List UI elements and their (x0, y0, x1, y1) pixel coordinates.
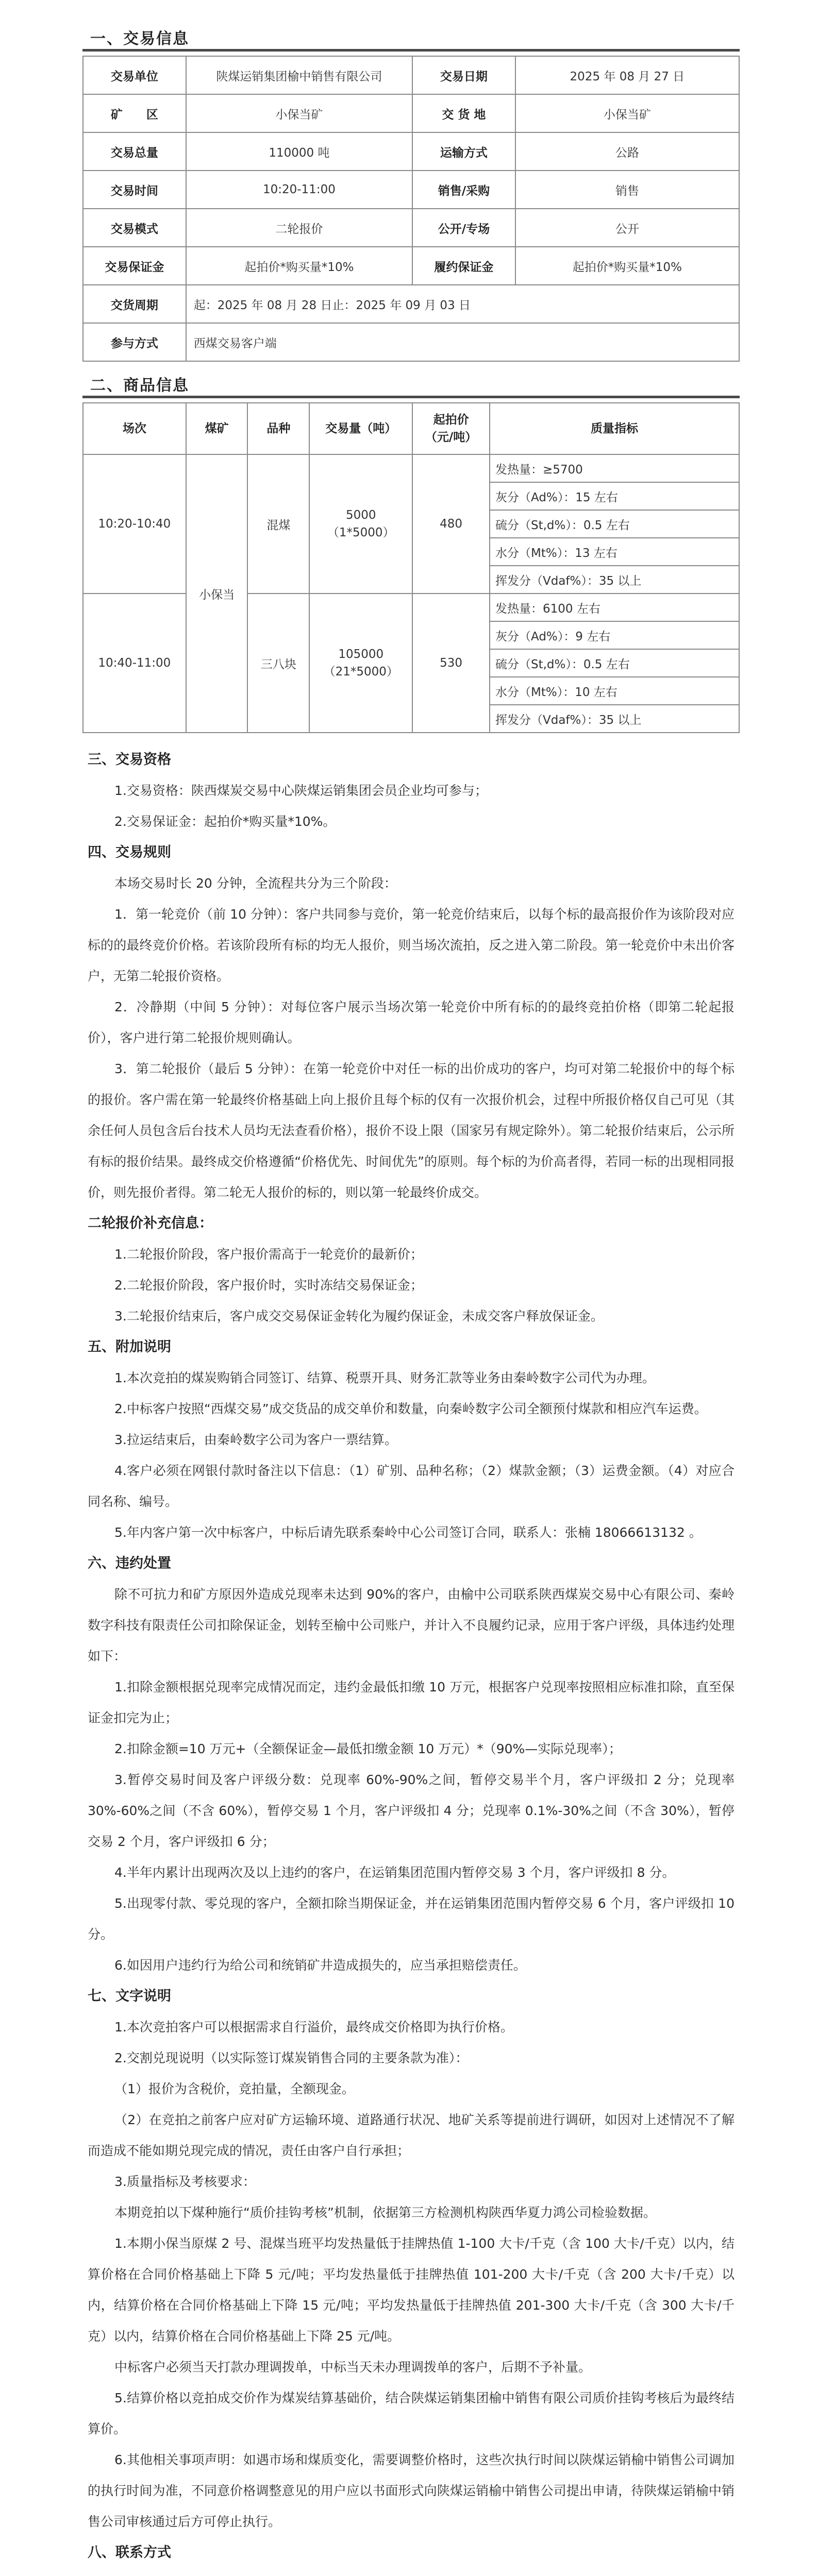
quality-spec: 灰分（Ad%）：9 左右 (490, 621, 739, 649)
paragraph: 1.本次竞拍客户可以根据需求自行溢价，最终成交价格即为执行价格。 (114, 2020, 513, 2035)
quality-spec: 硫分（St,d%）：0.5 左右 (490, 649, 739, 677)
label-mine-area: 矿 区 (83, 94, 186, 132)
section-divider (82, 49, 740, 52)
contact-line (88, 2568, 734, 2576)
section-title-appendix: 五、附加说明 (88, 1339, 171, 1355)
section-title-notes: 七、文字说明 (88, 1988, 171, 2004)
start-price: 480 (412, 454, 490, 594)
mine-name: 小保当 (186, 454, 248, 733)
paragraph: 3．第二轮报价（最后 5 分钟）：在第一轮竞价中对任一标的出价成功的客户，均可对第二轮报价中的每个标的报价。客户需在第一轮最终价格基础上向上报价且每个标的仅有一次报价机会，过程中所报价格仅自己可见（其余任何人员包含后台技术人员均无法查看价格），报价不设上限（国家另有规定除外）。第二轮报价结束后，公示所有标的报价结果。最终成交价格遵循“价格优先、时间优先”的原则。每个标的为价高者得，若同一标的出现相同报价，则先报价者得。第二轮无人报价的标的，则以第一轮最终价成交。 (88, 1061, 734, 1200)
quality-spec: 水分（Mt%）：13 左右 (490, 538, 739, 566)
label-transport: 运输方式 (412, 132, 515, 171)
paragraph: （2）在竞拍之前客户应对矿方运输环境、道路通行状况、地矿关系等提前进行调研，如因对上述情况不了解而造成不能如期兑现完成的情况，责任由客户自行承担； (88, 2112, 734, 2158)
coal-kind: 三八块 (247, 594, 309, 733)
trade-volume (309, 594, 412, 733)
paragraph: 6.如因用户违约行为给公司和统销矿井造成损失的，应当承担赔偿责任。 (114, 1958, 526, 1973)
label-sell-buy: 销售/采购 (412, 171, 515, 209)
value-trade-unit: 陕煤运销集团榆中销售有限公司 (186, 56, 412, 94)
paragraph: 6.其他相关事项声明：如遇市场和煤质变化，需要调整价格时，这些次执行时间以陕煤运销榆中销售公司调加的执行时间为准，不同意价格调整意见的用户应以书面形式向陕煤运销榆中销售公司提出申请，待陕煤运销榆中销售公司审核通过后方可停止执行。 (88, 2452, 734, 2529)
paragraph: 1.本次竞拍的煤炭购销合同签订、结算、税票开具、财务汇款等业务由秦岭数字公司代为办理。 (114, 1370, 655, 1385)
header-start-price: 起拍价（元/吨） (412, 403, 490, 454)
volume-total: 5000 (345, 509, 376, 522)
paragraph: 除不可抗力和矿方原因外造成兑现率未达到 90%的客户，由榆中公司联系陕西煤炭交易中心有限公司、秦岭数字科技有限责任公司扣除保证金，划转至榆中公司账户，并计入不良履约记录，应用于客户评级，具体违约处理如下： (88, 1587, 734, 1664)
paragraph: 1.本期小保当原煤 2 号、混煤当班平均发热量低于挂牌热值 1-100 大卡/千克（含 100 大卡/千克）以内，结算价格在合同价格基础上下降 5 元/吨；平均发热量低于挂牌热值 101-200 大卡/千克（含 200 大卡/千克）以内，结算价格在合同价格基础上下降 15 元/吨；平均发热量低于挂牌热值 201-300 大卡/千克（含 300 大卡/千克）以内，结算价格在合同价格基础上下降 25 元/吨。 (88, 2236, 734, 2344)
document-body (88, 744, 734, 2576)
paragraph: 2.二轮报价阶段，客户报价时，实时冻结交易保证金； (114, 1278, 423, 1293)
paragraph: 本期竞拍以下煤种施行“质价挂钩考核”机制，依据第三方检测机构陕西华夏力鸿公司检验数据。 (114, 2205, 656, 2220)
label-delivery-period: 交货周期 (83, 285, 186, 323)
start-price: 530 (412, 594, 490, 733)
value-sell-buy: 销售 (515, 171, 739, 209)
paragraph: 2.交割兑现说明（以实际签订煤炭销售合同的主要条款为准）： (114, 2050, 469, 2065)
paragraph: 5.结算价格以竞拍成交价作为煤炭结算基础价，结合陕煤运销集团榆中销售有限公司质价挂钩考核后为最终结算价。 (88, 2391, 734, 2436)
paragraph: 2．冷静期（中间 5 分钟）：对每位客户展示当场次第一轮竞价中所有标的的最终竞拍价格（即第二轮起报价），客户进行第二轮报价规则确认。 (88, 999, 734, 1045)
header-quality: 质量指标 (490, 403, 739, 454)
section-title-supplement: 二轮报价补充信息： (88, 1215, 213, 1231)
value-total-volume: 110000 吨 (186, 132, 412, 171)
trade-volume (309, 454, 412, 594)
quality-spec: 挥发分（Vdaf%）：35 以上 (490, 566, 739, 594)
quality-spec: 灰分（Ad%）：15 左右 (490, 482, 739, 510)
paragraph: 3.质量指标及考核要求： (114, 2174, 256, 2189)
label-trade-mode: 交易模式 (83, 209, 186, 247)
table-row (83, 454, 739, 482)
paragraph: 5.年内客户第一次中标客户，中标后请先联系秦岭中心公司签订合同，联系人：张楠 18066613132 。 (114, 1525, 702, 1540)
session-time: 10:20-10:40 (83, 454, 186, 594)
paragraph: （1）报价为含税价，竞拍量，全额现金。 (114, 2081, 355, 2096)
value-transport: 公路 (515, 132, 739, 171)
header-volume: 交易量（吨） (309, 403, 412, 454)
value-delivery-period: 起：2025 年 08 月 28 日止：2025 年 09 月 03 日 (186, 285, 739, 323)
value-delivery-place: 小保当矿 (515, 94, 739, 132)
quality-spec: 硫分（St,d%）：0.5 左右 (490, 510, 739, 538)
value-public-special: 公开 (515, 209, 739, 247)
section-title-qualification: 三、交易资格 (88, 752, 171, 768)
label-trade-date: 交易日期 (412, 56, 515, 94)
header-session: 场次 (83, 403, 186, 454)
paragraph: 2.中标客户按照“西煤交易”成交货品的成交单价和数量，向秦岭数字公司全额预付煤款和相应汽车运费。 (114, 1401, 707, 1416)
quality-spec: 挥发分（Vdaf%）：35 以上 (490, 705, 739, 733)
header-kind: 品种 (247, 403, 309, 454)
paragraph: 本场交易时长 20 分钟，全流程共分为三个阶段： (114, 876, 397, 891)
section-title-breach: 六、违约处置 (88, 1555, 171, 1571)
section-title-contact: 八、联系方式 (88, 2545, 171, 2561)
section-title-rules: 四、交易规则 (88, 844, 171, 860)
label-total-volume: 交易总量 (83, 132, 186, 171)
trade-info-table (82, 56, 740, 362)
paragraph: 中标客户必须当天打款办理调拨单，中标当天未办理调拨单的客户，后期不予补量。 (114, 2360, 592, 2375)
paragraph: 3.二轮报价结束后，客户成交交易保证金转化为履约保证金，未成交客户释放保证金。 (114, 1309, 604, 1324)
quality-spec: 发热量：≥5700 (490, 454, 739, 482)
value-trade-mode: 二轮报价 (186, 209, 412, 247)
quality-spec: 发热量：6100 左右 (490, 594, 739, 621)
paragraph: 1．第一轮竞价（前 10 分钟）：客户共同参与竞价，第一轮竞价结束后，以每个标的最高报价作为该阶段对应标的的最终竞价价格。若该阶段所有标的均无人报价，则当场次流拍，反之进入第二阶段。第一轮竞价中未出价客户，无第二轮报价资格。 (88, 907, 734, 984)
volume-lots: （1*5000） (327, 526, 395, 539)
section-title-trade-info: 一、交易信息 (90, 30, 189, 48)
paragraph: 3.暂停交易时间及客户评级分数：兑现率 60%-90%之间，暂停交易半个月，客户评级扣 2 分；兑现率 30%-60%之间（不含 60%），暂停交易 1 个月，客户评级扣 4 分；兑现率 0.1%-30%之间（不含 30%），暂停交易 2 个月，客户评级扣 6 分； (88, 1772, 734, 1849)
table-row (83, 594, 739, 621)
paragraph: 4.半年内累计出现两次及以上违约的客户，在运销集团范围内暂停交易 3 个月，客户评级扣 8 分。 (114, 1865, 675, 1880)
volume-lots: （21*5000） (323, 665, 398, 679)
value-trade-date: 2025 年 08 月 27 日 (515, 56, 739, 94)
paragraph: 1.二轮报价阶段，客户报价需高于一轮竞价的最新价； (114, 1247, 423, 1262)
label-public-special: 公开/专场 (412, 209, 515, 247)
header-mine: 煤矿 (186, 403, 248, 454)
paragraph: 3.拉运结束后，由秦岭数字公司为客户一票结算。 (114, 1432, 397, 1447)
paragraph: 1.交易资格：陕西煤炭交易中心陕煤运销集团会员企业均可参与； (114, 783, 488, 798)
quality-spec: 水分（Mt%）：10 左右 (490, 677, 739, 705)
label-trade-deposit: 交易保证金 (83, 247, 186, 285)
paragraph: 2.扣除金额=10 万元+（全额保证金—最低扣缴金额 10 万元）*（90%—实际兑现率）； (114, 1741, 622, 1756)
volume-total: 105000 (338, 648, 384, 661)
label-delivery-place: 交 货 地 (412, 94, 515, 132)
coal-kind: 混煤 (247, 454, 309, 594)
value-performance-deposit: 起拍价*购买量*10% (515, 247, 739, 285)
paragraph: 2.交易保证金：起拍价*购买量*10%。 (114, 814, 336, 829)
label-trade-unit: 交易单位 (83, 56, 186, 94)
session-time: 10:40-11:00 (83, 594, 186, 733)
label-performance-deposit: 履约保证金 (412, 247, 515, 285)
paragraph: 1.扣除金额根据兑现率完成情况而定，违约金最低扣缴 10 万元，根据客户兑现率按照相应标准扣除，直至保证金扣完为止； (88, 1680, 734, 1725)
label-trade-time: 交易时间 (83, 171, 186, 209)
label-participation: 参与方式 (83, 323, 186, 361)
value-trade-deposit: 起拍价*购买量*10% (186, 247, 412, 285)
value-mine-area: 小保当矿 (186, 94, 412, 132)
value-trade-time: 10:20-11:00 (186, 171, 412, 209)
section-title-goods: 二、商品信息 (90, 377, 189, 395)
paragraph: 4.客户必须在网银付款时备注以下信息：（1）矿别、品种名称；（2）煤款金额；（3）运费金额。（4）对应合同名称、编号。 (88, 1463, 734, 1509)
paragraph: 5.出现零付款、零兑现的客户，全额扣除当期保证金，并在运销集团范围内暂停交易 6 个月，客户评级扣 10 分。 (88, 1896, 734, 1942)
value-participation: 西煤交易客户端 (186, 323, 739, 361)
goods-table (82, 402, 740, 733)
section-divider (82, 396, 740, 398)
